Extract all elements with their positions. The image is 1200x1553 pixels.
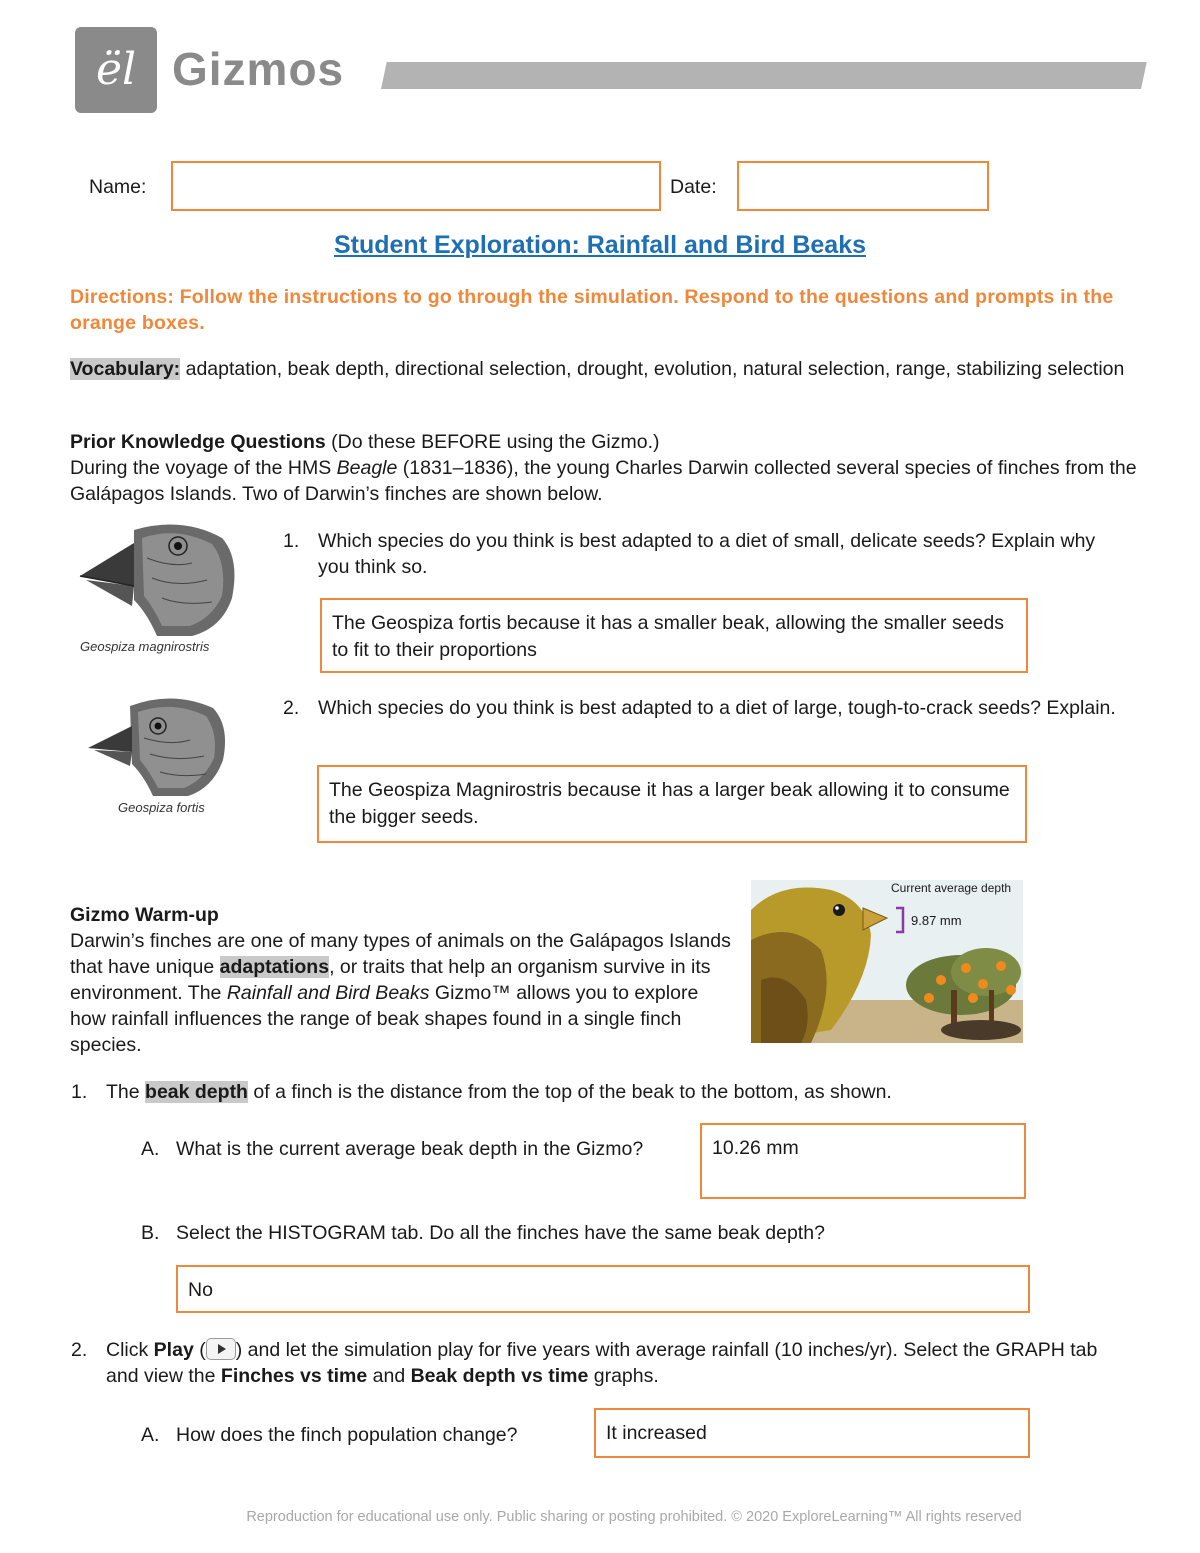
gizmos-logo bbox=[75, 27, 157, 113]
name-label: Name: bbox=[89, 176, 147, 198]
date-field[interactable] bbox=[737, 161, 989, 211]
vocabulary-label: Vocabulary: bbox=[70, 358, 181, 380]
gizmo-scene bbox=[751, 880, 1023, 1043]
brand-name: Gizmos bbox=[172, 43, 345, 95]
warm-q1-post: of a finch is the distance from the top of the beak to the bottom, as shown. bbox=[247, 1081, 892, 1103]
q2-answer-box[interactable] bbox=[317, 765, 1027, 843]
prior-knowledge bbox=[70, 429, 1150, 507]
page-title: Student Exploration: Rainfall and Bird Beaks bbox=[333, 231, 867, 259]
warm-q2a-answer-box[interactable] bbox=[594, 1408, 1030, 1458]
warmup-text-2: , or traits that help an organism survive in its environment. The bbox=[70, 956, 711, 1004]
q2-text: Which species do you think is best adapted to a diet of large, tough-to-crack seeds? Explain. bbox=[318, 697, 1116, 719]
prior-heading: Prior Knowledge Questions bbox=[70, 431, 326, 453]
warm-q2-t3: ) and let the simulation play for five years with average rainfall (10 inches/yr). Select the GRAPH tab and view the bbox=[106, 1339, 1098, 1387]
gizmo-depth-value: 9.87 mm bbox=[911, 913, 962, 928]
play-button-icon bbox=[206, 1338, 236, 1360]
footer-copyright: Reproduction for educational use only. Public sharing or posting prohibited. © 2020 ExploreLearning™ All rights reserved bbox=[246, 1509, 1022, 1525]
gizmo-screenshot bbox=[751, 880, 1023, 1043]
warm-q2-t4: and bbox=[367, 1365, 411, 1387]
warmup-gizmo-title: Rainfall and Bird Beaks bbox=[226, 982, 430, 1004]
warmup-text-1: Darwin’s finches are one of many types of animals on the Galápagos Islands that have unique bbox=[70, 930, 731, 978]
prior-heading-note: (Do these BEFORE using the Gizmo.) bbox=[325, 431, 660, 453]
warm-q2-play-word: Play bbox=[153, 1339, 194, 1361]
warm-q1a-answer: 10.26 mm bbox=[712, 1137, 799, 1159]
finch-magnirostris-image bbox=[72, 518, 242, 638]
warm-q2-number: 2. bbox=[71, 1339, 88, 1361]
warm-q1-term: beak depth bbox=[145, 1081, 248, 1103]
date-label: Date: bbox=[670, 176, 717, 198]
finch-fortis-image bbox=[78, 688, 238, 798]
directions: Directions: Follow the instructions to go through the simulation. Respond to the questions and prompts in the orange boxes. bbox=[70, 286, 1114, 334]
warm-q1a-letter: A. bbox=[141, 1138, 160, 1160]
warm-q2a-answer: It increased bbox=[606, 1422, 707, 1444]
bird1-caption: Geospiza magnirostris bbox=[80, 639, 210, 654]
warm-q1b-answer: No bbox=[188, 1279, 213, 1301]
vocabulary bbox=[70, 356, 1150, 382]
q2-number: 2. bbox=[283, 697, 300, 719]
gizmo-depth-label: Current average depth bbox=[891, 881, 1012, 895]
warmup-text-3: Gizmo™ allows you to explore how rainfall influences the range of beak shapes found in a single finch species. bbox=[70, 982, 699, 1056]
warm-q1-text bbox=[106, 1079, 1106, 1105]
vocabulary-text: adaptation, beak depth, directional selection, drought, evolution, natural selection, range, stabilizing selection bbox=[180, 358, 1125, 380]
warmup-heading: Gizmo Warm-up bbox=[70, 904, 219, 926]
bird2-caption: Geospiza fortis bbox=[118, 800, 205, 815]
warmup-section bbox=[70, 902, 735, 1058]
prior-intro-ship: Beagle bbox=[336, 457, 398, 479]
warm-q2-t1: Click bbox=[106, 1339, 154, 1361]
warm-q1-pre: The bbox=[106, 1081, 146, 1103]
warm-q1a-answer-box[interactable] bbox=[700, 1123, 1026, 1199]
header-bar bbox=[381, 62, 1147, 89]
warmup-term-adaptations: adaptations bbox=[219, 956, 330, 978]
q1-number: 1. bbox=[283, 530, 300, 552]
name-field[interactable] bbox=[171, 161, 661, 211]
warm-q2-text bbox=[106, 1337, 1106, 1389]
warm-q1b-text: Select the HISTOGRAM tab. Do all the finches have the same beak depth? bbox=[176, 1222, 825, 1244]
warm-q2a-letter: A. bbox=[141, 1424, 160, 1446]
q1-answer-box[interactable] bbox=[320, 598, 1028, 673]
prior-intro-b: (1831–1836), the young Charles Darwin collected several species of finches from the Galápagos Islands. Two of Darwin’s finches are shown below. bbox=[70, 457, 1137, 505]
warm-q1a-text: What is the current average beak depth in the Gizmo? bbox=[176, 1138, 644, 1160]
warm-q2a-text: How does the finch population change? bbox=[176, 1424, 518, 1446]
warm-q1b-answer-box[interactable] bbox=[176, 1265, 1030, 1313]
q1-text: Which species do you think is best adapted to a diet of small, delicate seeds? Explain why you think so. bbox=[318, 530, 1096, 578]
warm-q1b-letter: B. bbox=[141, 1222, 160, 1244]
logo-mark: ël bbox=[95, 44, 137, 95]
warm-q1-number: 1. bbox=[71, 1081, 88, 1103]
warm-q2-t5: graphs. bbox=[588, 1365, 659, 1387]
warm-q2-graph1: Finches vs time bbox=[220, 1365, 368, 1387]
prior-intro-a: During the voyage of the HMS bbox=[70, 457, 337, 479]
q2-answer: The Geospiza Magnirostris because it has a larger beak allowing it to consume the bigger seeds. bbox=[329, 779, 1010, 828]
warm-q2-t2: ( bbox=[193, 1339, 206, 1361]
warm-q2-graph2: Beak depth vs time bbox=[410, 1365, 589, 1387]
q1-answer: The Geospiza fortis because it has a smaller beak, allowing the smaller seeds to fit to their proportions bbox=[332, 612, 1004, 661]
